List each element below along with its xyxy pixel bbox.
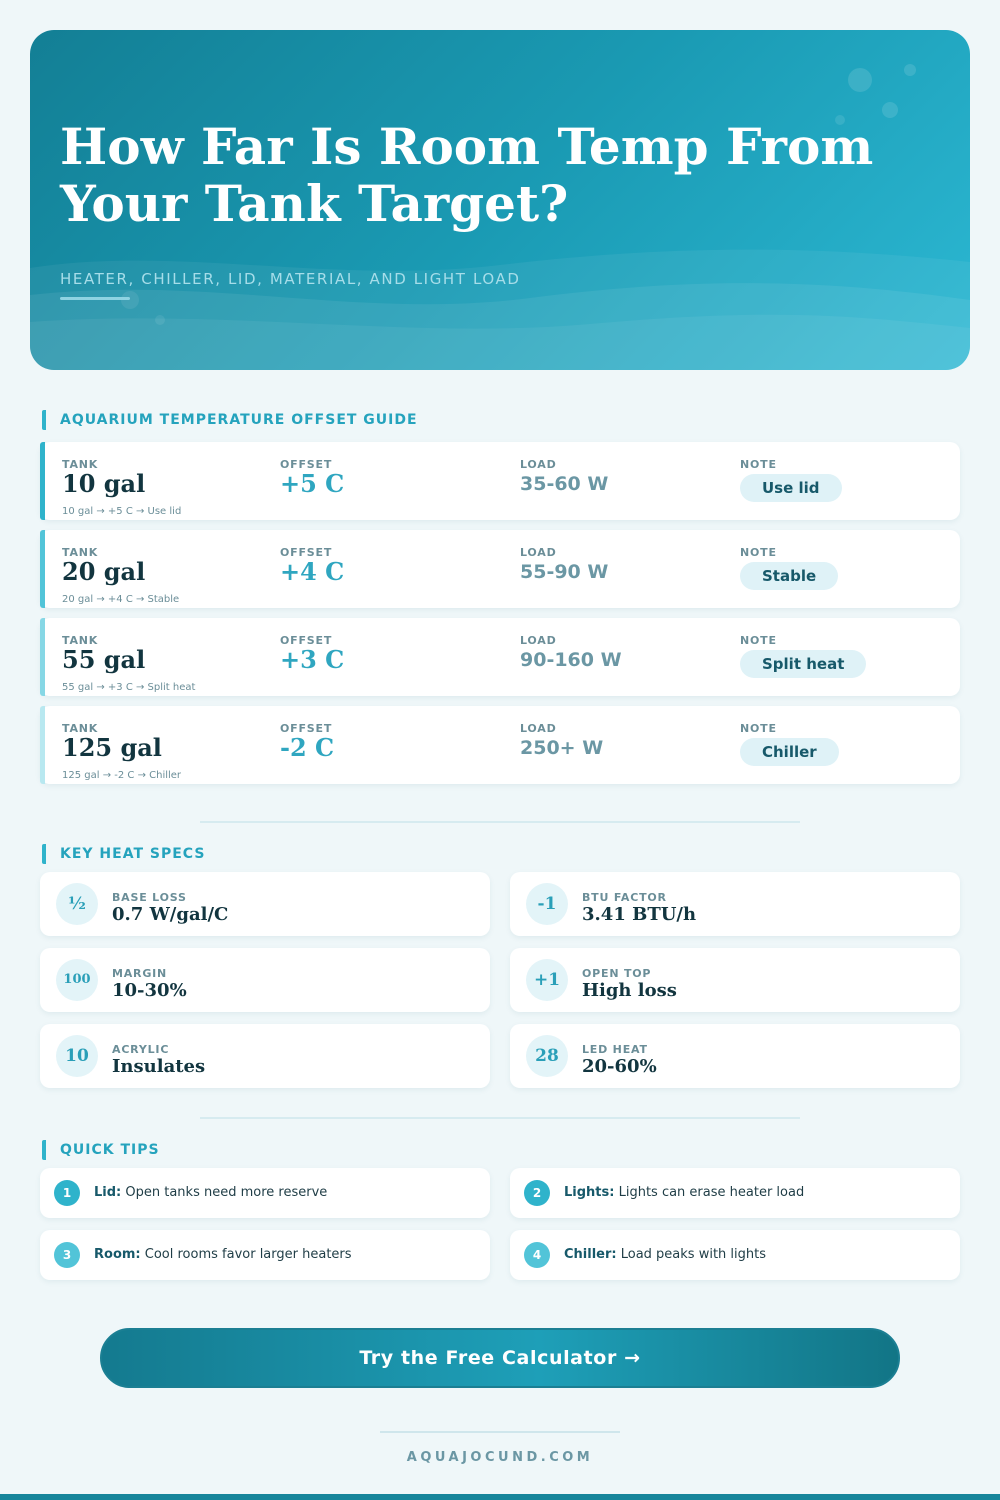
tank-size: 20 gal [62, 557, 146, 586]
tip-body: Cool rooms favor larger heaters [144, 1247, 352, 1262]
spec-label: BASE LOSS [112, 891, 187, 904]
spec-value: 20-60% [582, 1056, 657, 1077]
spec-badge-icon: +1 [526, 959, 568, 1001]
row-accent [40, 530, 45, 608]
offset-label: OFFSET [280, 458, 333, 471]
row-summary: 55 gal → +3 C → Split heat [62, 682, 196, 693]
tip-text [94, 1185, 327, 1200]
spec-value: Insulates [112, 1056, 206, 1077]
tip-card [510, 1168, 960, 1218]
tank-size: 10 gal [62, 469, 146, 498]
spec-badge-icon: 10 [56, 1035, 98, 1077]
tips-heading: QUICK TIPS [42, 1140, 160, 1160]
note-label: NOTE [740, 634, 777, 647]
table-row [40, 442, 960, 520]
spec-label: MARGIN [112, 967, 168, 980]
spec-label: LED HEAT [582, 1043, 648, 1056]
spec-value: 3.41 BTU/h [582, 904, 697, 925]
row-summary: 20 gal → +4 C → Stable [62, 594, 180, 605]
tank-label: TANK [62, 634, 99, 647]
tip-title: Room: [94, 1247, 141, 1262]
temp-offset: -2 C [280, 733, 335, 762]
note-badge: Chiller [740, 738, 839, 766]
row-accent [40, 442, 45, 520]
heater-load: 35-60 W [520, 473, 609, 495]
note-badge: Split heat [740, 650, 866, 678]
spec-card [510, 872, 960, 936]
tip-number: 2 [524, 1180, 550, 1206]
tip-card [510, 1230, 960, 1280]
bottom-bar [0, 1494, 1000, 1500]
load-label: LOAD [520, 722, 557, 735]
temp-offset: +3 C [280, 645, 345, 674]
tip-card [40, 1168, 490, 1218]
tip-title: Lid: [94, 1185, 122, 1200]
tip-body: Lights can erase heater load [618, 1185, 805, 1200]
spec-badge-icon: ½ [56, 883, 98, 925]
note-label: NOTE [740, 458, 777, 471]
spec-value: 10-30% [112, 980, 187, 1001]
heater-load: 90-160 W [520, 649, 622, 671]
tip-body: Open tanks need more reserve [125, 1185, 328, 1200]
footer-site-link[interactable]: AQUAJOCUND.COM [406, 1450, 594, 1465]
spec-card [510, 1024, 960, 1088]
tank-size: 125 gal [62, 733, 162, 762]
row-summary: 125 gal → -2 C → Chiller [62, 770, 182, 781]
spec-label: BTU FACTOR [582, 891, 667, 904]
offset-label: OFFSET [280, 722, 333, 735]
spec-value: 0.7 W/gal/C [112, 904, 229, 925]
load-label: LOAD [520, 634, 557, 647]
page-subtitle: HEATER, CHILLER, LID, MATERIAL, AND LIGHT LOAD [60, 270, 521, 288]
offset-label: OFFSET [280, 634, 333, 647]
tip-number: 1 [54, 1180, 80, 1206]
temp-offset: +5 C [280, 469, 345, 498]
tip-card [40, 1230, 490, 1280]
tank-label: TANK [62, 722, 99, 735]
calculator-cta-button[interactable]: Try the Free Calculator → [100, 1328, 900, 1388]
tank-size: 55 gal [62, 645, 146, 674]
row-summary: 10 gal → +5 C → Use lid [62, 506, 182, 517]
row-accent [40, 706, 45, 784]
offset-label: OFFSET [280, 546, 333, 559]
load-label: LOAD [520, 546, 557, 559]
spec-card [510, 948, 960, 1012]
hero-banner [30, 30, 970, 370]
heater-load: 55-90 W [520, 561, 609, 583]
table-row [40, 706, 960, 784]
tip-text [564, 1185, 804, 1200]
tank-label: TANK [62, 458, 99, 471]
tip-title: Chiller: [564, 1247, 617, 1262]
tip-text [94, 1247, 352, 1262]
note-badge: Use lid [740, 474, 842, 502]
spec-card [40, 872, 490, 936]
section-divider [200, 821, 800, 823]
spec-value: High loss [582, 980, 677, 1001]
table-row [40, 618, 960, 696]
tip-body: Load peaks with lights [620, 1247, 767, 1262]
section-divider [200, 1117, 800, 1119]
heater-load: 250+ W [520, 737, 604, 759]
note-label: NOTE [740, 722, 777, 735]
footer-divider [380, 1431, 620, 1433]
note-label: NOTE [740, 546, 777, 559]
title-underline [60, 297, 130, 300]
tank-label: TANK [62, 546, 99, 559]
spec-label: ACRYLIC [112, 1043, 170, 1056]
table-row [40, 530, 960, 608]
tip-number: 4 [524, 1242, 550, 1268]
page-title: How Far Is Room Temp From Your Tank Target? [60, 117, 874, 233]
temp-offset: +4 C [280, 557, 345, 586]
tip-text [564, 1247, 766, 1262]
load-label: LOAD [520, 458, 557, 471]
tip-title: Lights: [564, 1185, 615, 1200]
specs-heading: KEY HEAT SPECS [42, 844, 205, 864]
spec-badge-icon: -1 [526, 883, 568, 925]
spec-badge-icon: 100 [56, 959, 98, 1001]
spec-label: OPEN TOP [582, 967, 652, 980]
guide-heading: AQUARIUM TEMPERATURE OFFSET GUIDE [42, 410, 418, 430]
spec-card [40, 948, 490, 1012]
spec-card [40, 1024, 490, 1088]
spec-badge-icon: 28 [526, 1035, 568, 1077]
note-badge: Stable [740, 562, 838, 590]
row-accent [40, 618, 45, 696]
tip-number: 3 [54, 1242, 80, 1268]
